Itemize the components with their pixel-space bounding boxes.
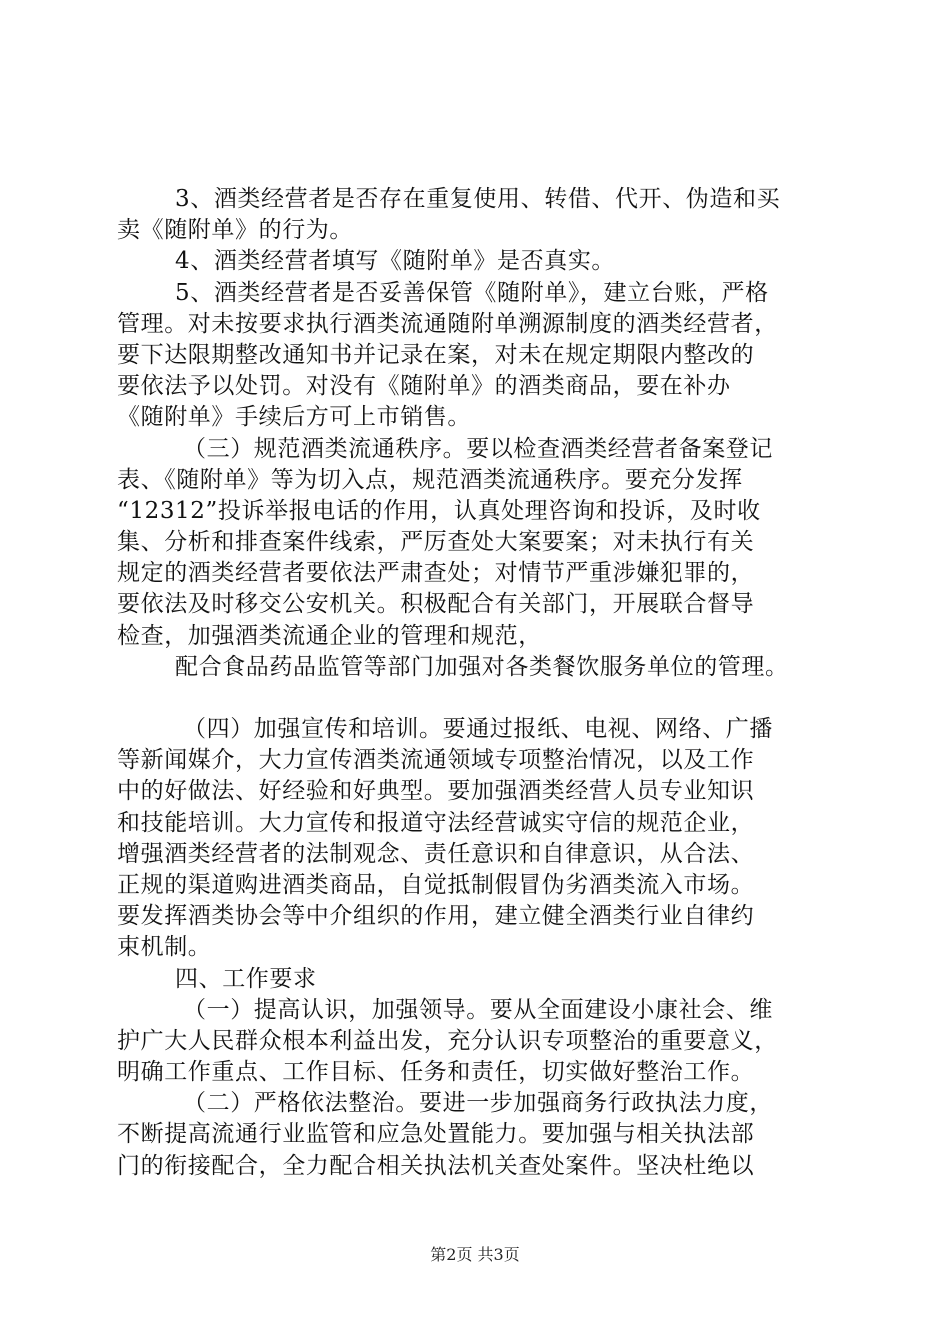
body-line: 配合食品药品监管等部门加强对各类餐饮服务单位的管理。 — [175, 653, 789, 680]
body-line: 管理。对未按要求执行酒类流通随附单溯源制度的酒类经营者， — [117, 310, 778, 337]
body-line: 要下达限期整改通知书并记录在案，对未在规定期限内整改的 — [117, 341, 755, 368]
body-line: 中的好做法、好经验和好典型。要加强酒类经营人员专业知识 — [117, 778, 755, 805]
paragraph-gap — [117, 683, 837, 714]
section-heading: 四、工作要求 — [175, 965, 317, 992]
body-line: 明确工作重点、工作目标、任务和责任，切实做好整治工作。 — [117, 1059, 755, 1086]
body-line: 束机制。 — [117, 934, 212, 961]
body-line: 护广大人民群众根本利益出发，充分认识专项整治的重要意义， — [117, 1027, 778, 1054]
page-number-footer: 第2页 共3页 — [430, 1245, 520, 1264]
body-line: （三）规范酒类流通秩序。要以检查酒类经营者备案登记 — [183, 435, 773, 462]
body-line: 检查，加强酒类流通企业的管理和规范， — [117, 622, 542, 649]
body-line: “12312”投诉举报电话的作用，认真处理咨询和投诉，及时收 — [117, 497, 761, 524]
body-line: （四）加强宣传和培训。要通过报纸、电视、网络、广播 — [183, 716, 773, 742]
body-line: 集、分析和排查案件线索，严厉查处大案要案；对未执行有关 — [117, 529, 755, 556]
body-line: （一）提高认识，加强领导。要从全面建设小康社会、维 — [183, 996, 773, 1023]
body-line: 表、《随附单》等为切入点，规范酒类流通秩序。要充分发挥 — [117, 466, 743, 493]
body-line: （二）严格依法整治。要进一步加强商务行政执法力度， — [183, 1090, 773, 1117]
body-line: 要发挥酒类协会等中介组织的作用，建立健全酒类行业自律约 — [117, 903, 755, 930]
body-line: 《随附单》手续后方可上市销售。 — [117, 404, 471, 431]
body-line: 要依法及时移交公安机关。积极配合有关部门，开展联合督导 — [117, 591, 755, 618]
body-line: 4、酒类经营者填写《随附单》是否真实。 — [175, 248, 616, 275]
body-line: 增强酒类经营者的法制观念、责任意识和自律意识，从合法、 — [117, 840, 755, 867]
body-line: 和技能培训。大力宣传和报道守法经营诚实守信的规范企业， — [117, 809, 755, 836]
body-line: 等新闻媒介，大力宣传酒类流通领域专项整治情况，以及工作 — [117, 747, 755, 774]
body-line: 要依法予以处罚。对没有《随附单》的酒类商品，要在补办 — [117, 373, 731, 400]
body-line: 卖《随附单》的行为。 — [117, 217, 353, 244]
document-body — [117, 184, 837, 1182]
body-line: 3、酒类经营者是否存在重复使用、转借、代开、伪造和买 — [175, 186, 781, 212]
body-line: 5、酒类经营者是否妥善保管《随附单》，建立台账，严格 — [175, 279, 769, 306]
body-line: 正规的渠道购进酒类商品，自觉抵制假冒伪劣酒类流入市场。 — [117, 871, 755, 898]
body-line: 规定的酒类经营者要依法严肃查处；对情节严重涉嫌犯罪的， — [117, 560, 755, 587]
body-line: 不断提高流通行业监管和应急处置能力。要加强与相关执法部 — [117, 1121, 755, 1148]
body-line: 门的衔接配合，全力配合相关执法机关查处案件。坚决杜绝以 — [117, 1152, 755, 1179]
